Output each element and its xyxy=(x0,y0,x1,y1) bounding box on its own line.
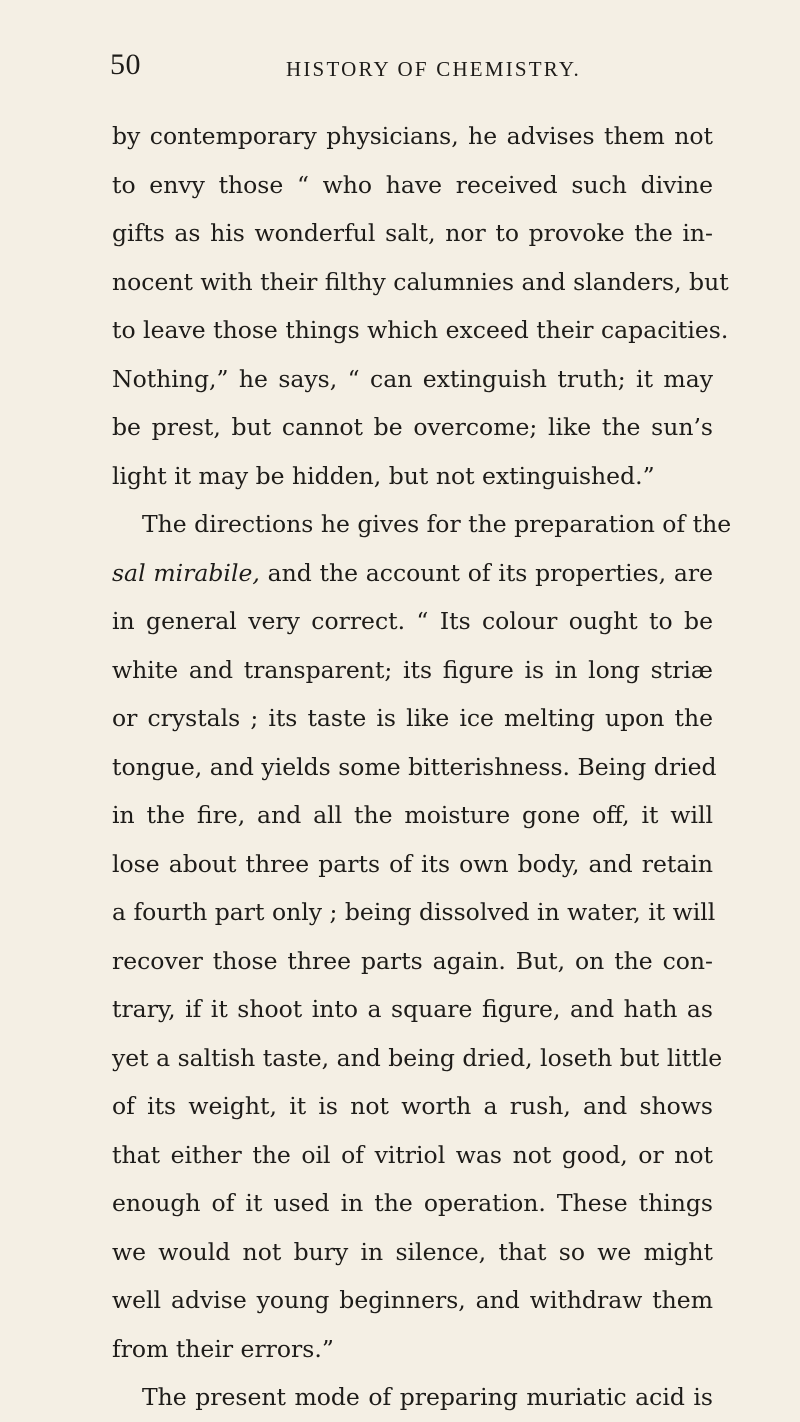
text-line: Nothing,” he says, “ can extinguish truth; it may xyxy=(112,364,713,393)
italic-term: sal mirabile, xyxy=(112,558,260,587)
text-line: that either the oil of vitriol was not good, or not xyxy=(112,1140,713,1169)
paragraph-start-line: The directions he gives for the preparation of the xyxy=(142,510,732,538)
page-header xyxy=(110,46,710,86)
text-line: nocent with their filthy calumnies and slanders, but xyxy=(112,267,729,296)
text-line: be prest, but cannot be overcome; like the sun’s xyxy=(112,413,713,441)
page-number: 50 xyxy=(110,48,141,81)
text-line: to envy those “ who have received such divine xyxy=(112,170,713,199)
text-line: to leave those things which exceed their capacities. xyxy=(112,316,729,344)
text-line: or crystals ; its taste is like ice melting upon the xyxy=(112,704,713,732)
text-line: yet a saltish taste, and being dried, loseth but little xyxy=(112,1043,723,1072)
text-line: light it may be hidden, but not extinguished.” xyxy=(112,461,655,490)
running-title: HISTORY OF CHEMISTRY. xyxy=(286,57,581,81)
text-line: of its weight, it is not worth a rush, and shows xyxy=(112,1092,713,1120)
text-line: we would not bury in silence, that so we might xyxy=(112,1237,713,1266)
text-line: from their errors.” xyxy=(112,1334,334,1363)
text-line xyxy=(112,549,713,598)
text-line: well advise young beginners, and withdraw them xyxy=(112,1286,713,1314)
text-line: lose about three parts of its own body, and retain xyxy=(112,849,713,878)
text-line: trary, if it shoot into a square figure, and hath as xyxy=(112,995,713,1023)
text-fragment: and the account of its properties, are xyxy=(267,558,713,587)
text-line: in general very correct. “ Its colour ought to be xyxy=(112,607,713,635)
text-line: gifts as his wonderful salt, nor to provoke the in- xyxy=(112,219,713,247)
text-line: by contemporary physicians, he advises them not xyxy=(112,122,713,150)
paragraph-start-line: The present mode of preparing muriatic acid is xyxy=(142,1383,713,1411)
text-line: recover those three parts again. But, on the con- xyxy=(112,946,713,975)
text-line: white and transparent; its figure is in long striæ xyxy=(112,655,713,684)
text-line: enough of it used in the operation. These things xyxy=(112,1189,713,1217)
text-line: a fourth part only ; being dissolved in water, it will xyxy=(112,898,716,926)
text-line: in the fire, and all the moisture gone off, it will xyxy=(112,801,713,829)
body-text xyxy=(112,112,732,1422)
text-line: tongue, and yields some bitterishness. Being dried xyxy=(112,752,717,781)
